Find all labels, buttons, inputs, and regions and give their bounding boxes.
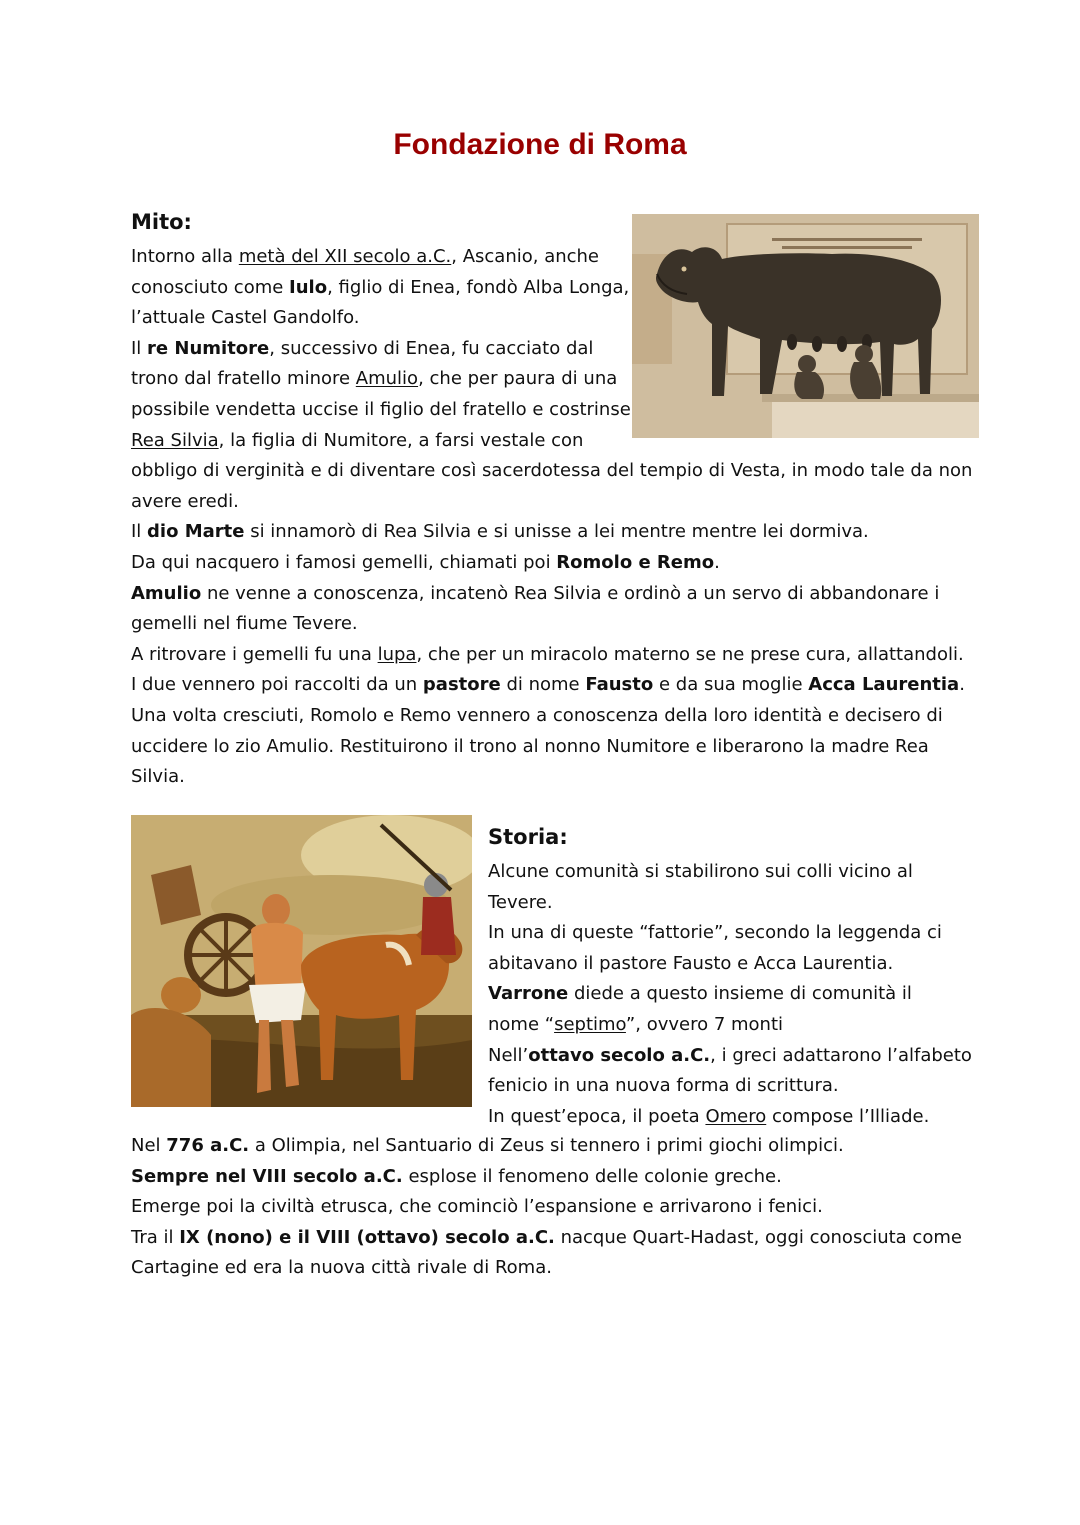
text-span: obbligo di verginità e di diventare così sacerdotessa del tempio di Vesta, in modo tale da non [131, 460, 973, 482]
text-line [488, 888, 972, 919]
text-line [131, 487, 972, 518]
text-span: nome “ [488, 1013, 555, 1035]
underlined-term: lupa [377, 643, 417, 665]
text-span: , che per un miracolo materno se ne prese cura, allattandoli. [416, 643, 964, 665]
text-span: Silvia. [131, 766, 185, 788]
text-span: Tra il [131, 1226, 180, 1248]
text-span: Nel [131, 1135, 167, 1156]
bold-term: Amulio [131, 582, 202, 604]
text-span: esplose il fenomeno delle colonie greche. [402, 1165, 782, 1187]
text-line [131, 548, 972, 579]
text-span: di nome [500, 674, 586, 696]
text-span: gemelli nel fiume Tevere. [131, 613, 358, 635]
bold-term: ottavo secolo a.C. [528, 1044, 711, 1066]
text-span: conosciuto come [131, 276, 290, 298]
underlined-term: metà del XII secolo a.C. [238, 246, 452, 267]
bold-term: Sempre nel VIII secolo a.C. [131, 1165, 403, 1187]
bold-term: Romolo e Remo [556, 551, 715, 573]
capitoline-wolf-illustration [632, 214, 979, 438]
text-span: In quest’epoca, il poeta [488, 1105, 706, 1127]
text-line [131, 1223, 962, 1254]
bold-term: 776 a.C. [166, 1135, 250, 1156]
text-line [488, 918, 972, 949]
text-span: Una volta cresciuti, Romolo e Remo vennero a conoscenza della loro identità e decisero di [131, 704, 943, 726]
text-span: , successivo di Enea, fu cacciato dal [269, 337, 594, 359]
capitoline-wolf-image [632, 214, 979, 438]
text-span: , Ascanio, anche [451, 246, 600, 267]
text-span: , che per paura di una [418, 368, 618, 390]
storia-side-paragraph [488, 857, 972, 1132]
text-span: , figlio di Enea, fondò Alba Longa, [327, 276, 630, 298]
text-span: abitavano il pastore Fausto e Acca Laurentia. [488, 952, 894, 974]
text-line [488, 1071, 972, 1102]
text-span: Alcune comunità si stabilirono sui colli vicino al [488, 861, 913, 882]
text-span: si innamorò di Rea Silvia e si unisse a lei mentre mentre lei dormiva. [244, 521, 869, 543]
text-span: fenicio in una nuova forma di scrittura. [488, 1075, 839, 1097]
text-span: compose l’Illiade. [766, 1105, 930, 1127]
text-span: Il [131, 337, 148, 359]
text-span: . [714, 551, 720, 573]
text-span: Da qui nacquero i famosi gemelli, chiamati poi [131, 551, 557, 573]
text-span: l’attuale Castel Gandolfo. [131, 307, 360, 329]
text-line [131, 1192, 962, 1223]
text-line [488, 1102, 972, 1133]
text-line [131, 1131, 962, 1162]
bold-term: pastore [422, 674, 501, 696]
text-line [131, 579, 972, 610]
text-line [488, 1041, 972, 1072]
bold-term: IX (nono) e il VIII (ottavo) secolo a.C. [179, 1226, 555, 1248]
text-line [131, 1253, 962, 1284]
bold-term: Iulo [289, 276, 328, 298]
underlined-term: Amulio [355, 368, 419, 390]
text-span: ne venne a conoscenza, incatenò Rea Silvia e ordinò a un servo di abbandonare i [201, 582, 940, 604]
bold-term: Varrone [488, 983, 569, 1005]
text-line [131, 456, 972, 487]
text-line [488, 979, 972, 1010]
text-span: Cartagine ed era la nuova città rivale di Roma. [131, 1257, 552, 1279]
bold-term: re Numitore [147, 337, 270, 359]
text-line [131, 762, 972, 793]
text-line [488, 857, 972, 888]
text-line [131, 1162, 962, 1193]
text-span: A ritrovare i gemelli fu una [131, 643, 378, 665]
text-span: Tevere. [488, 891, 553, 913]
text-span: Nell’ [488, 1044, 529, 1066]
text-line [131, 701, 972, 732]
bold-term: dio Marte [147, 521, 245, 543]
text-line [131, 640, 972, 671]
text-line [131, 609, 972, 640]
text-span: avere eredi. [131, 490, 239, 512]
text-span: Il [131, 521, 148, 543]
text-span: a Olimpia, nel Santuario di Zeus si tennero i primi giochi olimpici. [249, 1135, 844, 1156]
romulus-plough-painting [131, 815, 472, 1107]
bold-term: Acca Laurentia [808, 674, 960, 696]
text-line [131, 732, 972, 763]
underlined-term: septimo [554, 1013, 626, 1035]
text-span: Intorno alla [131, 246, 239, 267]
page-title: Fondazione di Roma [393, 128, 687, 161]
text-span: ”, ovvero 7 monti [625, 1013, 784, 1035]
text-line [131, 670, 972, 701]
storia-paragraph [131, 1131, 962, 1284]
text-span: e da sua moglie [653, 674, 809, 696]
text-span: possibile vendetta uccise il figlio del fratello e costrinse [131, 398, 631, 420]
underlined-term: Rea Silvia [131, 429, 219, 451]
section-heading-storia: Storia: [488, 825, 568, 849]
text-line [488, 949, 972, 980]
bold-term: Fausto [585, 674, 654, 696]
text-span: nacque Quart-Hadast, oggi conosciuta come [554, 1226, 962, 1248]
text-span: In una di queste “fattorie”, secondo la leggenda ci [488, 922, 942, 944]
text-line [488, 1010, 972, 1041]
painting-illustration [131, 815, 472, 1107]
text-span: uccidere lo zio Amulio. Restituirono il trono al nonno Numitore e liberarono la madre Rea [131, 735, 929, 757]
text-span: diede a questo insieme di comunità il [568, 983, 912, 1005]
text-span: . [959, 674, 965, 696]
text-span: , i greci adattarono l’alfabeto [710, 1044, 972, 1066]
text-line [131, 517, 972, 548]
underlined-term: Omero [705, 1105, 767, 1127]
section-heading-mito: Mito: [131, 210, 192, 234]
text-span: Emerge poi la civiltà etrusca, che cominciò l’espansione e arrivarono i fenici. [131, 1196, 823, 1218]
text-span: , la figlia di Numitore, a farsi vestale con [218, 429, 584, 451]
text-span: trono dal fratello minore [131, 368, 356, 390]
text-span: I due vennero poi raccolti da un [131, 674, 423, 696]
